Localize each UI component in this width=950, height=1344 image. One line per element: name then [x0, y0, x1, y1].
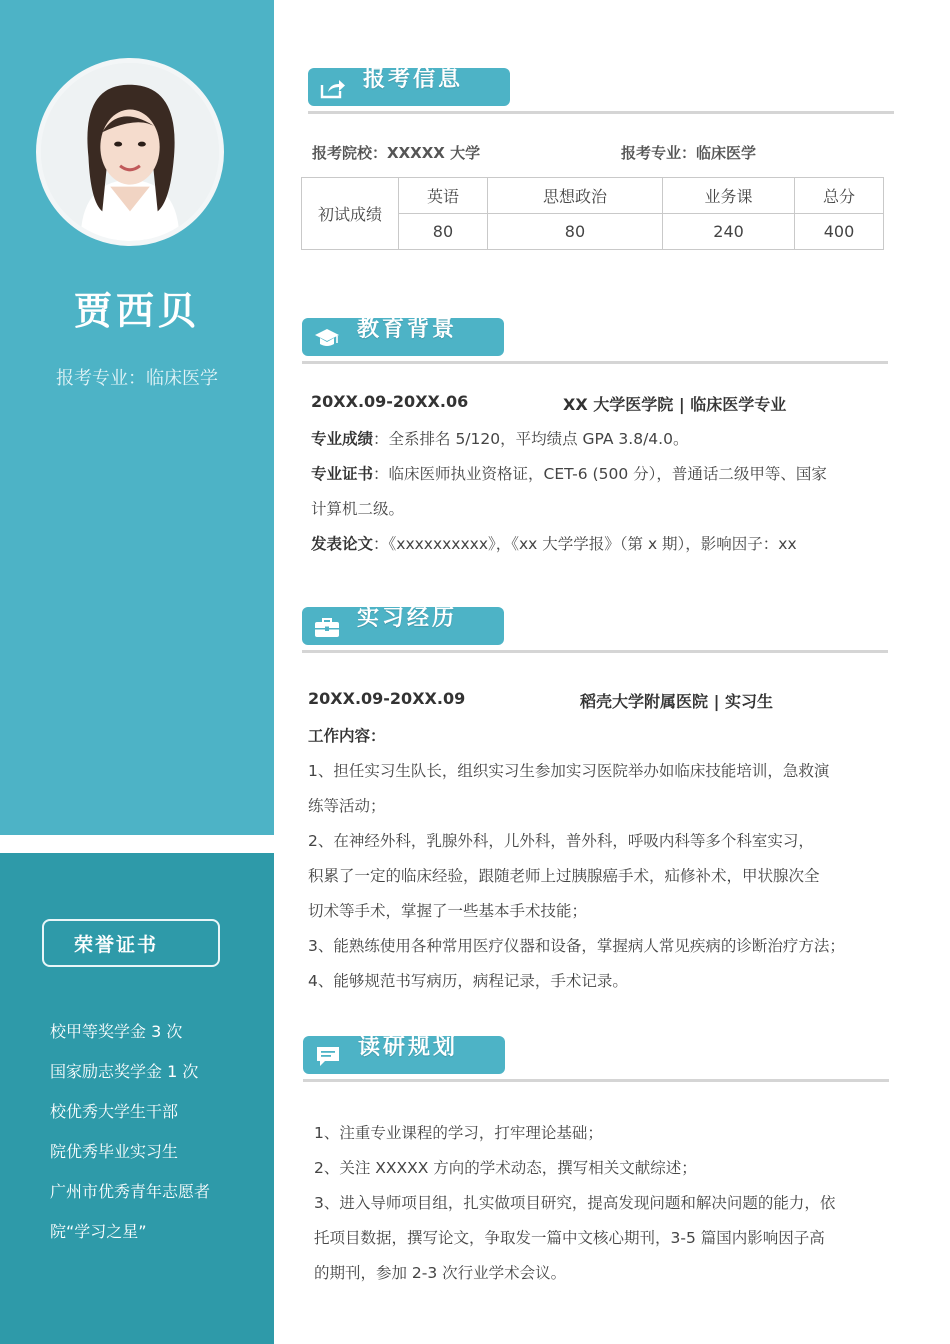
internship-org: 稻壳大学附属医院 | 实习生: [580, 692, 773, 711]
score-header: 总分: [795, 178, 884, 214]
score-header: 思想政治: [487, 178, 662, 214]
candidate-name: 贾西贝: [73, 289, 200, 333]
section-tab: [303, 1036, 505, 1074]
honors-title: 荣誉证书: [74, 934, 159, 956]
section-internship-title: 实习经历: [357, 606, 458, 631]
score-value: 240: [663, 214, 795, 250]
exam-school: [312, 142, 480, 163]
briefcase-icon: [314, 616, 340, 638]
plan-line: 托项目数据，撰写论文，争取发一篇中文核心期刊，3-5 篇国内影响因子高: [314, 1229, 825, 1247]
score-header: 英语: [399, 178, 488, 214]
exam-major-value: 临床医学: [696, 144, 757, 162]
education-period: 20XX.09-20XX.06: [311, 392, 469, 411]
section-tab: [302, 318, 504, 356]
education-school: XX 大学医学院 | 临床医学专业: [563, 395, 787, 414]
score-table: [301, 177, 884, 250]
section-divider: [302, 361, 888, 364]
education-paper-label: 发表论文: [311, 535, 374, 553]
exam-major: [621, 142, 756, 163]
section-tab: [302, 607, 504, 645]
honor-item: 国家励志奖学金 1 次: [50, 1062, 199, 1081]
chat-bubble-icon: [315, 1045, 341, 1067]
education-cert-text: ：临床医师执业资格证，CET-6 (500 分），普通话二级甲等、国家: [373, 465, 827, 483]
education-grade-label: 专业成绩: [311, 430, 374, 448]
plan-line: 2、关注 XXXXX 方向的学术动态，撰写相关文献综述；: [314, 1159, 697, 1177]
education-cert-label: 专业证书: [311, 465, 374, 483]
score-value: 80: [399, 214, 488, 250]
honor-item: 院优秀毕业实习生: [50, 1142, 179, 1161]
section-tab: [308, 68, 510, 106]
graduation-cap-icon: [314, 327, 340, 349]
education-grade-text: ：全系排名 5/120，平均绩点 GPA 3.8/4.0。: [373, 430, 689, 448]
score-header: 业务课: [663, 178, 795, 214]
table-row: [302, 178, 884, 214]
section-divider: [303, 1079, 889, 1082]
education-paper-text: ：《xxxxxxxxxx》，《xx 大学学报》（第 x 期），影响因子：xx: [373, 535, 797, 553]
plan-line: 3、进入导师项目组，扎实做项目研究，提高发现问题和解决问题的能力，依: [314, 1194, 836, 1212]
education-cert-cont: 计算机二级。: [311, 500, 405, 518]
score-row-label: 初试成绩: [302, 178, 399, 250]
section-plan-title: 读研规划: [358, 1035, 459, 1060]
honor-item: 校甲等奖学金 3 次: [50, 1022, 183, 1041]
avatar-portrait: [41, 63, 219, 241]
education-grade: [311, 427, 688, 449]
internship-line: 1、担任实习生队长，组织实习生参加实习医院举办如临床技能培训，急救演: [308, 762, 830, 780]
section-divider: [302, 650, 888, 653]
internship-line: 切术等手术，掌握了一些基本手术技能；: [308, 902, 588, 920]
education-paper: [311, 532, 797, 554]
exam-school-label: 报考院校：: [312, 144, 388, 162]
score-value: 400: [795, 214, 884, 250]
exam-school-value: XXXXX 大学: [387, 144, 481, 162]
honors-title-box: [42, 919, 220, 967]
internship-period: 20XX.09-20XX.09: [308, 689, 466, 708]
internship-line: 2、在神经外科，乳腺外科，儿外科，普外科，呼吸内科等多个科室实习，: [308, 832, 814, 850]
share-icon: [320, 77, 346, 99]
internship-content-label: 工作内容：: [308, 727, 386, 745]
plan-line: 1、注重专业课程的学习，打牢理论基础；: [314, 1124, 603, 1142]
internship-line: 积累了一定的临床经验，跟随老师上过胰腺癌手术，疝修补术，甲状腺次全: [308, 867, 820, 885]
internship-line: 练等活动；: [308, 797, 386, 815]
honor-item: 校优秀大学生干部: [50, 1102, 179, 1121]
sidebar-major: 报考专业：临床医学: [56, 368, 218, 389]
education-cert: [311, 462, 827, 484]
score-value: 80: [487, 214, 662, 250]
section-exam-title: 报考信息: [363, 67, 464, 92]
honor-item: 广州市优秀青年志愿者: [50, 1182, 211, 1201]
exam-major-label: 报考专业：: [621, 144, 697, 162]
section-divider: [308, 111, 894, 114]
internship-line: 3、能熟练使用各种常用医疗仪器和设备，掌握病人常见疾病的诊断治疗方法；: [308, 937, 845, 955]
internship-line: 4、能够规范书写病历，病程记录，手术记录。: [308, 972, 628, 990]
section-education-title: 教育背景: [357, 317, 458, 342]
avatar: [36, 58, 224, 246]
honor-item: 院“学习之星”: [50, 1222, 147, 1241]
honors-list: [50, 1020, 210, 1260]
plan-line: 的期刊，参加 2-3 次行业学术会议。: [314, 1264, 567, 1282]
